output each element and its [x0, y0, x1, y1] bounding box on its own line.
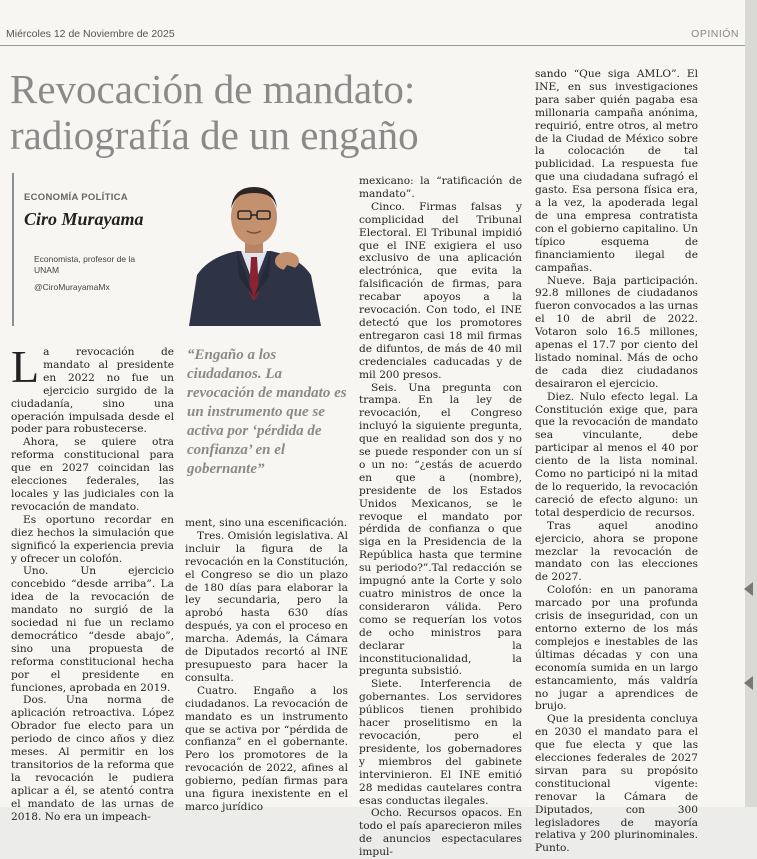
paragraph: Diez. Nulo efecto legal. La Constitución exige que, para que la revocación de mandato sea vinculante, debe participar al menos el 40 por ciento de la lista nominal. Como no participó ni la mitad de lo requerido, la revocación careció de efecto alguno: un total desperdicio de recursos.: [535, 390, 698, 519]
previous-page-arrow-icon[interactable]: [744, 582, 753, 596]
paragraph: Nueve. Baja participación. 92.8 millones de ciudadanos fueron convocados a las urnas el 10 de abril de 2022. Votaron solo 16.5 millones, apenas el 17.7 por ciento del listado nominal. Más de ocho de cada diez ciudadanos desairaron el ejercicio.: [535, 274, 699, 390]
lead-text: a revocación de mandato al presidente en 2022 no fue un ejercicio surgido de la ciudadanía, sino una operación impulsada desde el poder para robustecerse.: [11, 346, 174, 436]
issue-date: Miércoles 12 de Noviembre de 2025: [6, 28, 175, 40]
article-column-3: [359, 175, 522, 859]
article-column-2: [185, 517, 348, 813]
paragraph: Es oportuno recordar en diez hechos la simulación que significó la experiencia previa y ofrecer un colofón.: [11, 513, 174, 565]
paragraph: Dos. Una norma de aplicación retroactiva. López Obrador fue electo para un periodo de cinco años y diez meses. Al permitir en los transitorios de la reforma que la revocación le pudiera aplicar a él, se atentó contra el mandato de las urnas de 2018. No era un impeach-: [11, 694, 174, 823]
paragraph: Siete. Interferencia de gobernantes. Los servidores públicos tienen prohibido hacer proselitismo en la revocación, pero el presidente, los gobernadores y miembros del gabinete intervinieron. El INE emitió 28 medidas cautelares contra esas conductas ilegales.: [359, 678, 522, 807]
paragraph-continued: mexicano: la “ratificación de mandato”.: [359, 175, 522, 200]
author-handle: @CiroMurayamaMx: [34, 282, 110, 292]
paragraph: Cuatro. Engaño a los ciudadanos. La revocación de mandato es un instrumento que se activa por “pérdida de confianza” en el gobernante. Pero los promotores de la revocación de 2022, afines al gobierno, pedían firmas para una figura inexistente en el marco jurídico: [185, 684, 348, 813]
next-page-arrow-icon[interactable]: [744, 676, 753, 690]
article-column-4: [535, 68, 699, 855]
article-column-1: [11, 341, 174, 823]
paragraph: Ocho. Recursos opacos. En todo el país aparecieron miles de anuncios espectaculares impul-: [359, 807, 522, 859]
paragraph-continued: ment, sino una escenificación.: [185, 517, 348, 529]
paragraph: Ahora, se quiere otra reforma constitucional para que en 2027 coincidan las elecciones federales, las locales y las judiciales con la revocación de mandato.: [11, 436, 174, 513]
paragraph: Cinco. Firmas falsas y complicidad del Tribunal Electoral. El Tribunal impidió que el INE exigiera el uso exclusivo de una aplicación electrónica, que evita la falsificación de firmas, para recabar apoyos a la revocación. Con todo, el INE detectó que los promotores entregaron casi 18 mil firmas de difuntos, de más de 40 mil credenciales caducadas y de mil 200 presos.: [359, 200, 522, 381]
paragraph: Que la presidenta concluya en 2030 el mandato para el que fue electa y que las elecciones federales de 2027 sirvan para su propósito constitucional vigente: renovar la Cámara de Diputados, con 300 legisladores de mayoría relativa y 200 plurinominales. Punto.: [535, 713, 698, 855]
page-header: [6, 28, 739, 44]
byline-box: [12, 173, 329, 326]
pull-quote: “Engaño a los ciudadanos. La revocación de mandato es un instrumento que se activa por ‘pérdida de confianza’ en el gobernante”: [187, 347, 347, 477]
paragraph: Seis. Una pregunta con trampa. En la ley de revocación, el Congreso incluyó la siguiente pregunta, que en realidad son dos y no se puede responder con un sí o un no: “¿estás de acuerdo en que a (nombre), presidente de los Estados Unidos Mexicanos, se le revoque el mandato por pérdida de confianza o que siga en la Presidencia de la República hasta que termine su periodo?”.Tal redacción se impugnó ante la Corte y solo cuatro ministros de once la consideraron válida. Pero como se requerían los votos de ocho ministros para declarar la inconstitucionalidad, la pregunta subsistió.: [359, 381, 522, 678]
paragraph: Uno. Un ejercicio concebido “desde arriba”. La idea de la revocación de mandato no surgió de la sociedad ni fue un reclamo democrático “desde abajo”, sino una propuesta de reforma constitucional hecha por el presidente en funciones, aprobada en 2019.: [11, 565, 174, 694]
header-rule: [0, 45, 745, 46]
article-title: Revocación de mandato: radiografía de un engaño: [10, 66, 419, 158]
paragraph-continued: sando “Que siga AMLO”. El INE, en sus investigaciones para saber quién pagaba esa millonaria campaña anónima, requirió, entre otros, al metro de la Ciudad de México sobre la colocación de tal publicidad. La respuesta fue que una ciudadana sufragó el gasto. Esa persona física era, a la vez, la apoderada legal de una empresa contratista con el gobierno capitalino. Un típico esquema de financiamiento ilegal de campañas.: [535, 68, 698, 274]
drop-cap: L: [11, 341, 40, 392]
author-name: Ciro Murayama: [24, 209, 144, 229]
column-kicker: ECONOMÍA POLÍTICA: [24, 192, 128, 203]
paragraph: Tres. Omisión legislativa. Al incluir la figura de la revocación en la Constitución, el Congreso se dio un plazo de 180 días para elaborar la ley secundaria, pero la aprobó hasta 630 días después, ya con el proceso en marcha. Además, la Cámara de Diputados recortó al INE presupuesto para hacer la consulta.: [185, 529, 348, 684]
paragraph: Tras aquel anodino ejercicio, ahora se propone mezclar la revocación de mandato con las elecciones de 2027.: [535, 519, 698, 584]
paragraph: Colofón: en un panorama marcado por una profunda crisis de inseguridad, con un entorno externo de los más complejos e inestables de las últimas décadas y con una economía sumida en un largo estancamiento, más valdría no jugar a aprendices de brujo.: [535, 584, 698, 713]
lead-paragraph: [11, 341, 174, 436]
author-role: Economista, profesor de la UNAM: [34, 254, 136, 275]
author-photo: [179, 165, 329, 326]
section-label: OPINIÓN: [691, 28, 739, 40]
